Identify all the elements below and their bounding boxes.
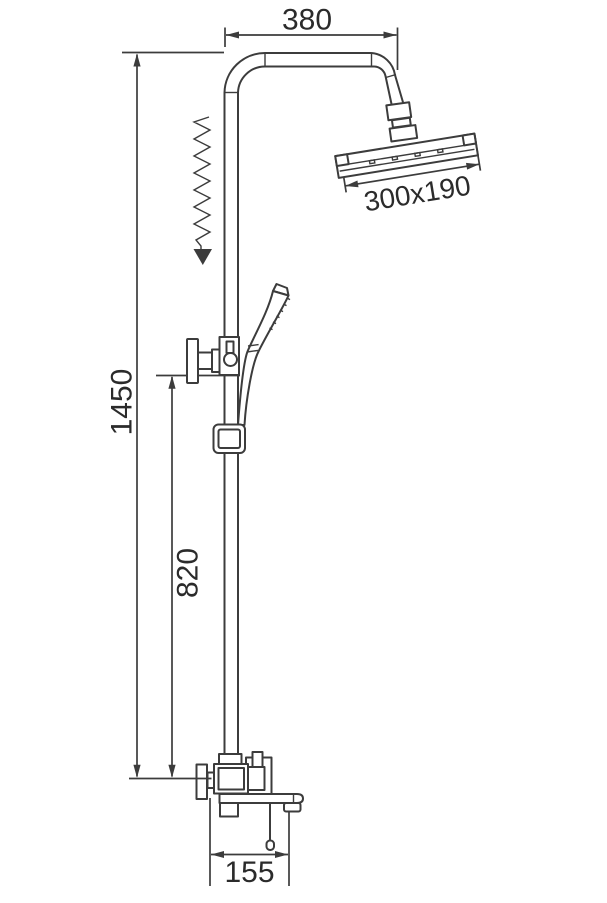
height-adjust-indicator: [194, 117, 213, 265]
arm-swivel-connector: [386, 102, 417, 142]
spring-zigzag: [194, 117, 210, 249]
dim-bracket-height-label: 820: [171, 547, 205, 599]
dim-total-height: [106, 54, 141, 778]
mixer-left-stem: [208, 773, 215, 789]
mixer-spout: [220, 794, 304, 803]
bracket-knob: [224, 353, 237, 366]
spout-aerator: [284, 803, 301, 812]
glide-ring: [214, 425, 246, 454]
hand-shower: [238, 284, 290, 425]
down-arrow-icon: [194, 249, 213, 265]
wall-flange: [197, 765, 208, 800]
dim-head-size-label: 300x190: [361, 169, 473, 218]
mixer-lever-tip: [267, 841, 275, 851]
riser-collar: [219, 754, 242, 764]
dim-bracket-height: [168, 376, 204, 778]
dim-total-height-label: 1450: [105, 368, 139, 436]
diverter-knob: [253, 752, 263, 768]
mixer-lower-port: [220, 803, 238, 817]
overhead-shower-head: [335, 134, 485, 221]
mixer-unit: [197, 752, 304, 850]
dim-top-width-label: 380: [281, 3, 333, 37]
dim-spout-reach-label: 155: [224, 856, 275, 889]
top-shower-arm: [265, 53, 404, 104]
